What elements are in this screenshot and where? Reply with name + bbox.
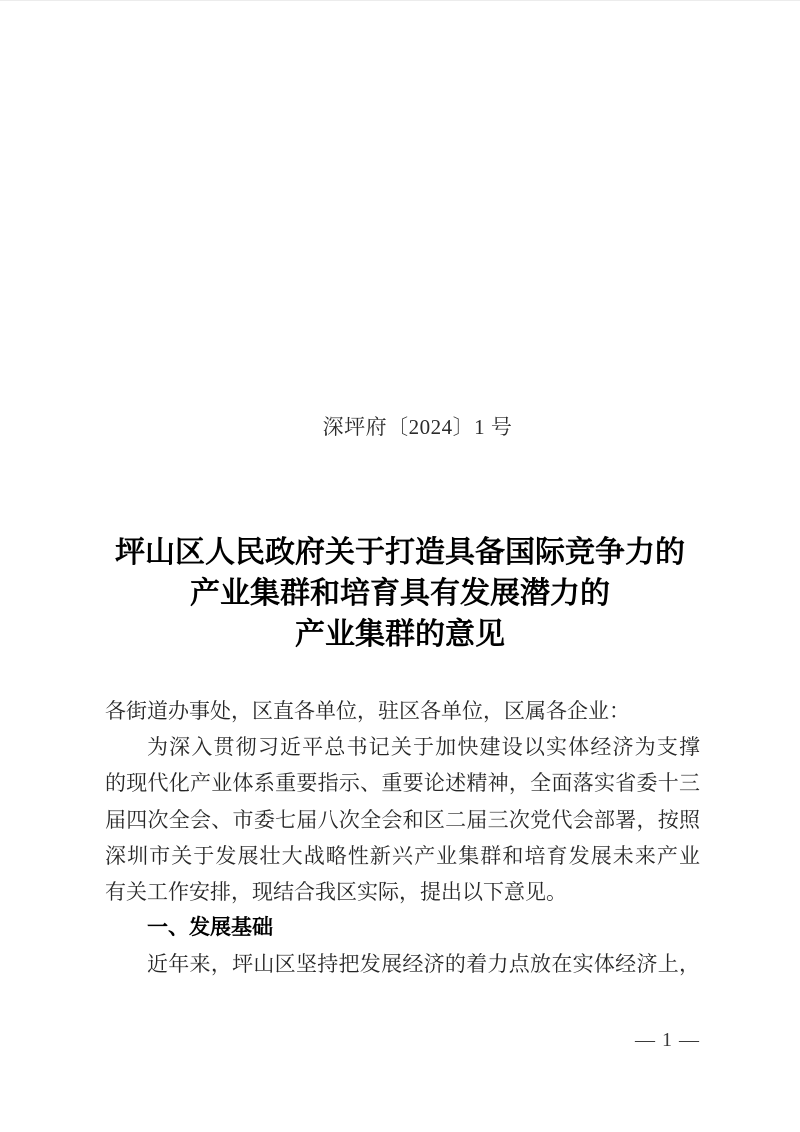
body-line: 深圳市关于发展壮大战略性新兴产业集群和培育发展未来产业 bbox=[105, 843, 700, 868]
body-line: 的现代化产业体系重要指示、重要论述精神，全面落实省委十三 bbox=[105, 771, 700, 796]
title-line-3: 产业集群的意见 bbox=[295, 618, 505, 651]
document-body bbox=[105, 693, 700, 983]
body-line: 近年来，坪山区坚持把发展经济的着力点放在实体经济上， bbox=[147, 952, 700, 977]
body-line: 为深入贯彻习近平总书记关于加快建设以实体经济为支撑 bbox=[147, 735, 700, 760]
salutation-line: 各街道办事处，区直各单位，驻区各单位，区属各企业： bbox=[105, 699, 630, 723]
doc-number: 深坪府〔2024〕1 号 bbox=[322, 415, 513, 439]
body-line: 有关工作安排，现结合我区实际，提出以下意见。 bbox=[105, 879, 567, 904]
title-line-1: 坪山区人民政府关于打造具备国际竞争力的 bbox=[115, 536, 685, 569]
page-number: — 1 — bbox=[635, 1029, 700, 1051]
section-heading: 一、发展基础 bbox=[147, 916, 273, 940]
title-line-2: 产业集群和培育具有发展潜力的 bbox=[190, 577, 610, 610]
document-title bbox=[90, 532, 710, 655]
body-line: 届四次全会、市委七届八次全会和区二届三次党代会部署，按照 bbox=[105, 807, 700, 832]
